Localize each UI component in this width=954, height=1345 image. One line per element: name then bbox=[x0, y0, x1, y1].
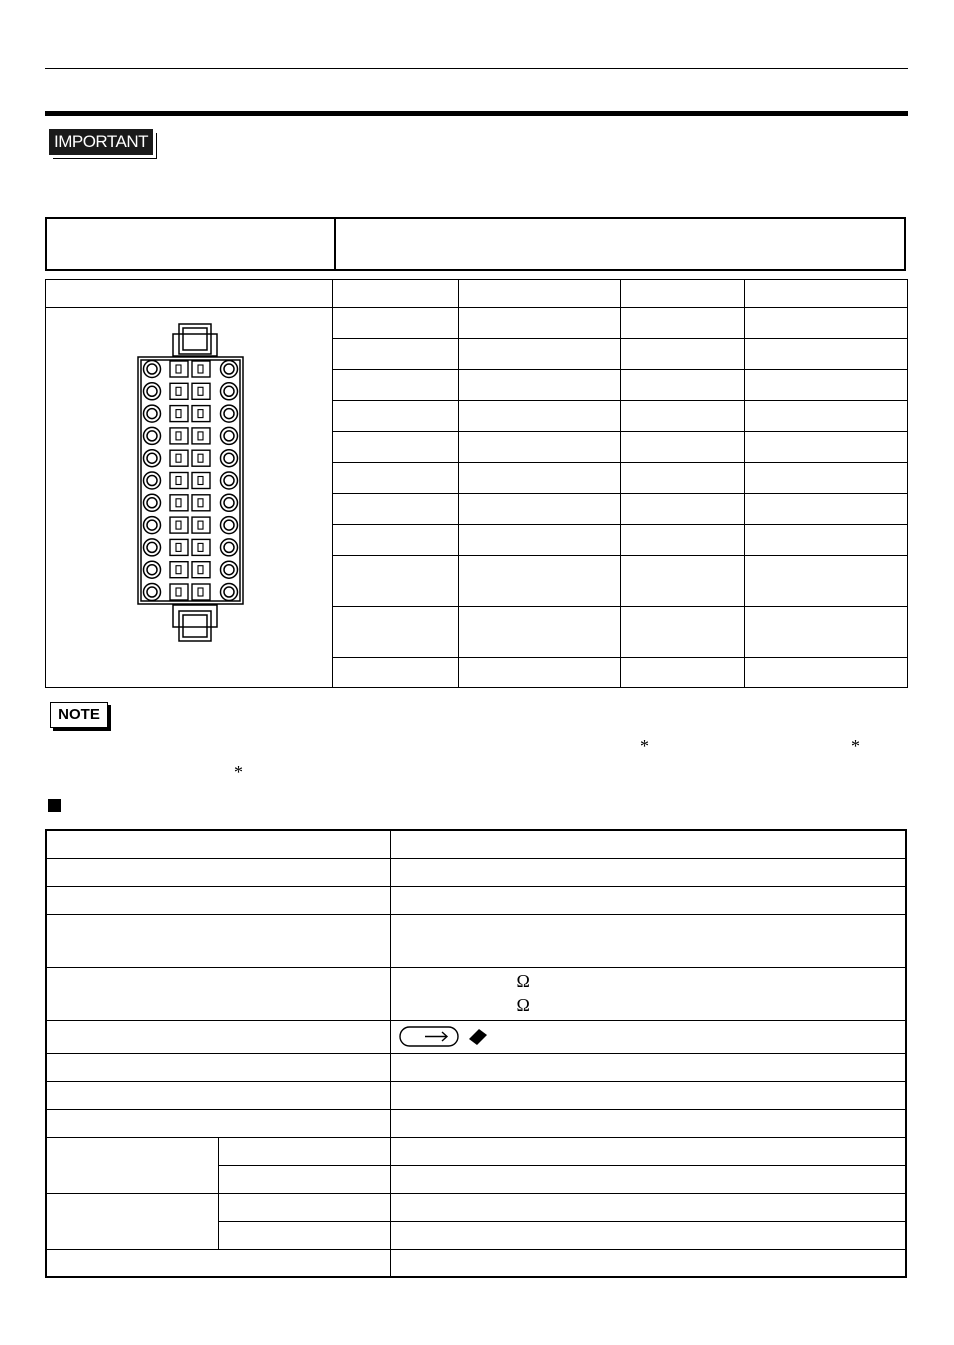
terminal-screw-icon bbox=[224, 431, 234, 441]
header-rule bbox=[45, 68, 908, 69]
terminal-cell bbox=[333, 401, 459, 432]
terminal-slot-icon bbox=[170, 428, 188, 444]
terminal-screw-icon bbox=[221, 494, 238, 511]
spec-label-cell bbox=[46, 967, 390, 1020]
spec-group-cell bbox=[46, 1137, 218, 1193]
terminal-header-cell bbox=[459, 280, 621, 308]
spec-value-cell bbox=[390, 1137, 906, 1165]
terminal-slot-icon bbox=[176, 566, 181, 574]
terminal-slot-icon bbox=[170, 361, 188, 377]
terminal-slot-icon bbox=[170, 473, 188, 489]
terminal-cell bbox=[745, 432, 908, 463]
terminal-cell bbox=[621, 370, 745, 401]
terminal-screw-icon bbox=[147, 587, 157, 597]
terminal-slot-icon bbox=[170, 517, 188, 533]
terminal-cell bbox=[745, 463, 908, 494]
terminal-slot-icon bbox=[176, 499, 181, 507]
terminal-slot-icon bbox=[192, 495, 210, 511]
spec-label-cell bbox=[46, 886, 390, 914]
terminal-screw-icon bbox=[147, 520, 157, 530]
terminal-cell bbox=[333, 370, 459, 401]
terminal-slot-icon bbox=[176, 543, 181, 551]
terminal-slot-icon bbox=[192, 361, 210, 377]
spec-group-cell bbox=[46, 1193, 218, 1249]
terminal-screw-icon bbox=[147, 476, 157, 486]
terminal-cell bbox=[745, 607, 908, 658]
terminal-screw-icon bbox=[147, 542, 157, 552]
terminal-slot-icon bbox=[176, 432, 181, 440]
terminal-cell bbox=[459, 494, 621, 525]
terminal-cell bbox=[459, 525, 621, 556]
terminal-cell bbox=[621, 463, 745, 494]
terminal-screw-icon bbox=[144, 405, 161, 422]
terminal-screw-icon bbox=[144, 494, 161, 511]
terminal-cell bbox=[459, 308, 621, 339]
terminal-cell bbox=[621, 432, 745, 463]
spec-label-cell bbox=[46, 1109, 390, 1137]
terminal-slot-icon bbox=[170, 406, 188, 422]
terminal-slot-icon bbox=[198, 588, 203, 596]
terminal-cell bbox=[333, 525, 459, 556]
terminal-cell bbox=[333, 339, 459, 370]
terminal-slot-icon bbox=[198, 387, 203, 395]
terminal-screw-icon bbox=[221, 427, 238, 444]
spec-sub-label-cell bbox=[218, 1165, 390, 1193]
terminal-cell bbox=[621, 401, 745, 432]
terminal-cell bbox=[745, 339, 908, 370]
terminal-cell bbox=[745, 556, 908, 607]
terminal-cell bbox=[333, 556, 459, 607]
terminal-screw-icon bbox=[144, 472, 161, 489]
terminal-cell bbox=[459, 339, 621, 370]
terminal-screw-icon bbox=[147, 431, 157, 441]
terminal-cell bbox=[745, 370, 908, 401]
terminal-screw-icon bbox=[224, 565, 234, 575]
header-cell-left bbox=[46, 218, 335, 270]
terminal-screw-icon bbox=[147, 364, 157, 374]
terminal-screw-icon bbox=[221, 383, 238, 400]
terminal-slot-icon bbox=[198, 454, 203, 462]
spec-sub-label-cell bbox=[218, 1221, 390, 1249]
terminal-slot-icon bbox=[192, 562, 210, 578]
footnote-asterisk: * bbox=[234, 762, 243, 782]
terminal-screw-icon bbox=[224, 364, 234, 374]
terminal-screw-icon bbox=[224, 453, 234, 463]
terminal-cell bbox=[333, 607, 459, 658]
terminal-screw-icon bbox=[224, 498, 234, 508]
terminal-screw-icon bbox=[144, 561, 161, 578]
terminal-screw-icon bbox=[144, 539, 161, 556]
footnote-asterisk: * bbox=[851, 736, 860, 756]
spec-sub-label-cell bbox=[218, 1193, 390, 1221]
section-bullet-icon bbox=[48, 799, 61, 812]
terminal-slot-icon bbox=[192, 383, 210, 399]
terminal-slot-icon bbox=[192, 539, 210, 555]
spec-value-cell bbox=[390, 1221, 906, 1249]
terminal-screw-icon bbox=[144, 584, 161, 601]
terminal-screw-icon bbox=[221, 561, 238, 578]
terminal-screw-icon bbox=[224, 520, 234, 530]
terminal-screw-icon bbox=[224, 587, 234, 597]
terminal-cell bbox=[621, 339, 745, 370]
spec-table bbox=[45, 829, 907, 1278]
spec-value-cell bbox=[390, 886, 906, 914]
terminal-slot-icon bbox=[176, 410, 181, 418]
spec-value-cell bbox=[390, 1081, 906, 1109]
terminal-slot-icon bbox=[192, 406, 210, 422]
spec-value-cell bbox=[390, 1020, 906, 1053]
spec-value-cell bbox=[390, 1053, 906, 1081]
terminal-cell bbox=[621, 658, 745, 688]
terminal-slot-icon bbox=[198, 477, 203, 485]
spec-label-cell bbox=[46, 1053, 390, 1081]
terminal-screw-icon bbox=[147, 453, 157, 463]
terminal-screw-icon bbox=[147, 498, 157, 508]
terminal-screw-icon bbox=[221, 405, 238, 422]
terminal-screw-icon bbox=[144, 517, 161, 534]
spec-sub-label-cell bbox=[218, 1137, 390, 1165]
terminal-slot-icon bbox=[170, 383, 188, 399]
terminal-block-diagram bbox=[46, 308, 333, 686]
terminal-cell bbox=[333, 463, 459, 494]
important-badge: IMPORTANT bbox=[49, 129, 153, 155]
spec-value-cell bbox=[390, 1165, 906, 1193]
terminal-cell bbox=[459, 432, 621, 463]
terminal-cell bbox=[459, 607, 621, 658]
terminal-screw-icon bbox=[221, 517, 238, 534]
terminal-cell bbox=[459, 463, 621, 494]
terminal-slot-icon bbox=[198, 543, 203, 551]
terminal-cell bbox=[333, 658, 459, 688]
connector-diagram-cell bbox=[46, 308, 333, 688]
terminal-slot-icon bbox=[176, 454, 181, 462]
terminal-slot-icon bbox=[198, 566, 203, 574]
terminal-cell bbox=[745, 494, 908, 525]
terminal-screw-icon bbox=[147, 565, 157, 575]
ohm-symbol: Ω bbox=[516, 994, 530, 1015]
terminal-slot-icon bbox=[192, 428, 210, 444]
terminal-screw-icon bbox=[144, 383, 161, 400]
terminal-screw-icon bbox=[221, 584, 238, 601]
terminal-cell bbox=[333, 494, 459, 525]
note-badge: NOTE bbox=[50, 702, 108, 728]
spec-value-cell bbox=[390, 1193, 906, 1221]
spec-value-cell bbox=[390, 858, 906, 886]
terminal-screw-icon bbox=[221, 472, 238, 489]
spec-header-table bbox=[45, 217, 906, 271]
spec-value-cell bbox=[390, 914, 906, 967]
spec-label-cell bbox=[46, 1020, 390, 1053]
terminal-screw-icon bbox=[221, 539, 238, 556]
ohm-symbol: Ω bbox=[516, 970, 530, 991]
terminal-slot-icon bbox=[192, 584, 210, 600]
terminal-slot-icon bbox=[176, 521, 181, 529]
terminal-header-cell bbox=[621, 280, 745, 308]
terminal-cell bbox=[745, 658, 908, 688]
terminal-screw-icon bbox=[221, 361, 238, 378]
terminal-cell bbox=[621, 308, 745, 339]
terminal-cell bbox=[459, 370, 621, 401]
terminal-slot-icon bbox=[170, 450, 188, 466]
terminal-cell bbox=[745, 308, 908, 339]
spec-label-cell bbox=[46, 858, 390, 886]
terminal-slot-icon bbox=[170, 584, 188, 600]
section-rule bbox=[45, 111, 908, 116]
terminal-screw-icon bbox=[144, 427, 161, 444]
terminal-slot-icon bbox=[176, 365, 181, 373]
spec-value-cell bbox=[390, 1109, 906, 1137]
terminal-slot-icon bbox=[176, 588, 181, 596]
terminal-screw-icon bbox=[224, 476, 234, 486]
terminal-slot-icon bbox=[192, 517, 210, 533]
terminal-table bbox=[45, 279, 908, 688]
spec-value-cell bbox=[390, 967, 906, 1020]
terminal-screw-icon bbox=[144, 450, 161, 467]
terminal-cell bbox=[459, 401, 621, 432]
terminal-cell bbox=[621, 607, 745, 658]
terminal-slot-icon bbox=[170, 495, 188, 511]
terminal-slot-icon bbox=[192, 473, 210, 489]
terminal-slot-icon bbox=[198, 432, 203, 440]
spec-label-cell bbox=[46, 1249, 390, 1277]
terminal-slot-icon bbox=[198, 499, 203, 507]
terminal-cell bbox=[333, 308, 459, 339]
spec-label-cell bbox=[46, 914, 390, 967]
terminal-cell bbox=[621, 494, 745, 525]
terminal-slot-icon bbox=[198, 521, 203, 529]
terminal-header-cell bbox=[333, 280, 459, 308]
terminal-screw-icon bbox=[147, 409, 157, 419]
terminal-slot-icon bbox=[198, 410, 203, 418]
terminal-slot-icon bbox=[170, 562, 188, 578]
terminal-screw-icon bbox=[144, 361, 161, 378]
terminal-cell bbox=[459, 658, 621, 688]
terminal-slot-icon bbox=[198, 365, 203, 373]
spec-label-cell bbox=[46, 830, 390, 858]
terminal-header-cell bbox=[745, 280, 908, 308]
terminal-screw-icon bbox=[224, 409, 234, 419]
terminal-slot-icon bbox=[176, 387, 181, 395]
footnote-asterisk: * bbox=[640, 736, 649, 756]
terminal-header-cell bbox=[46, 280, 333, 308]
terminal-slot-icon bbox=[192, 450, 210, 466]
reference-arrow-icon bbox=[399, 1025, 499, 1051]
terminal-cell bbox=[459, 556, 621, 607]
spec-label-cell bbox=[46, 1081, 390, 1109]
header-cell-right bbox=[335, 218, 905, 270]
spec-value-cell bbox=[390, 830, 906, 858]
terminal-cell bbox=[745, 401, 908, 432]
terminal-cell bbox=[745, 525, 908, 556]
terminal-cell bbox=[333, 432, 459, 463]
terminal-screw-icon bbox=[224, 386, 234, 396]
spec-value-cell bbox=[390, 1249, 906, 1277]
terminal-slot-icon bbox=[176, 477, 181, 485]
terminal-screw-icon bbox=[221, 450, 238, 467]
terminal-screw-icon bbox=[224, 542, 234, 552]
terminal-cell bbox=[621, 556, 745, 607]
terminal-screw-icon bbox=[147, 386, 157, 396]
terminal-slot-icon bbox=[170, 539, 188, 555]
terminal-cell bbox=[621, 525, 745, 556]
